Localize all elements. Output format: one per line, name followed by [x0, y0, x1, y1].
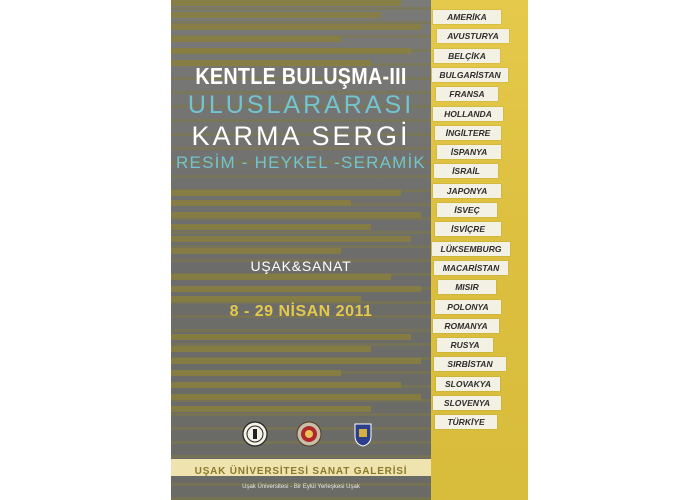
country-label: SLOVENYA [433, 396, 501, 410]
stripe [171, 200, 351, 206]
country-label: HOLLANDA [433, 107, 503, 121]
university-seal-icon [241, 420, 269, 448]
country-label: İSPANYA [437, 145, 501, 159]
country-label: TÜRKİYE [435, 415, 497, 429]
gray-panel [171, 0, 431, 500]
country-label: İSVEÇ [437, 203, 497, 217]
country-label: AVUSTURYA [437, 29, 509, 43]
gallery-banner [171, 459, 431, 476]
gallery-name: UŞAK ÜNİVERSİTESİ SANAT GALERİSİ [194, 466, 408, 477]
stripe [171, 346, 371, 352]
country-label: ROMANYA [433, 319, 499, 333]
stripe [171, 406, 371, 412]
country-label: SLOVAKYA [436, 377, 500, 391]
country-label: MACARİSTAN [434, 261, 508, 275]
exhibition-poster [171, 0, 528, 500]
country-label: BELÇİKA [434, 49, 500, 63]
stripe [171, 248, 341, 254]
organizer-text: UŞAK&SANAT [250, 258, 352, 274]
country-label: İSRAİL [434, 164, 498, 178]
stripe [171, 12, 381, 18]
stripe [171, 190, 401, 196]
country-label: JAPONYA [433, 184, 501, 198]
stripe [171, 358, 421, 364]
stripe [171, 212, 421, 218]
stripe [171, 394, 421, 400]
blue-shield-icon [349, 420, 377, 448]
stripe [171, 370, 341, 376]
stripe [171, 0, 401, 6]
title-line-4: RESİM - HEYKEL -SERAMİK [176, 153, 426, 172]
stripe [171, 286, 421, 292]
country-label: AMERİKA [433, 10, 501, 24]
country-label: MISIR [438, 280, 496, 294]
exhibition-dates: 8 - 29 NİSAN 2011 [229, 303, 373, 320]
red-emblem-icon [295, 420, 323, 448]
title-line-1: KENTLE BULUŞMA-III [195, 63, 407, 89]
country-label: FRANSA [436, 87, 498, 101]
country-label: RUSYA [437, 338, 493, 352]
country-label: İSVİÇRE [435, 222, 501, 236]
stripe [171, 382, 401, 388]
country-label: LÜKSEMBURG [432, 242, 510, 256]
country-label: SIRBİSTAN [434, 357, 506, 371]
country-list [431, 0, 528, 500]
stripe [171, 224, 371, 230]
sponsor-logos [171, 420, 431, 452]
stripe [171, 274, 391, 280]
country-label: POLONYA [435, 300, 501, 314]
footer-address: Uşak Üniversitesi - Bir Eylül Yerleşkesi Uşak [242, 484, 360, 490]
country-label: İNGİLTERE [435, 126, 501, 140]
stripe [171, 296, 361, 302]
title-line-3: KARMA SERGİ [191, 121, 411, 151]
stripe [171, 36, 341, 42]
stripe [171, 334, 411, 340]
stripe [171, 236, 411, 242]
country-label: BULGARİSTAN [432, 68, 508, 82]
stripe [171, 24, 421, 30]
stripe [171, 48, 411, 54]
title-line-2: ULUSLARARASI [187, 91, 415, 119]
title-block [171, 62, 431, 174]
